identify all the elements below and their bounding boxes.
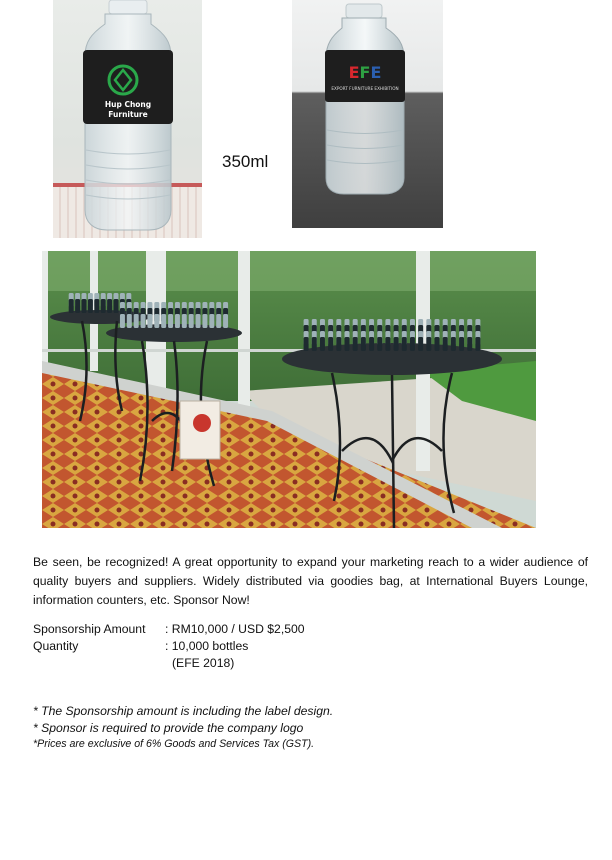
water-bottle [361,337,366,351]
water-bottle [94,299,99,313]
water-bottle [353,337,358,351]
sponsorship-amount-value: : RM10,000 / USD $2,500 [165,622,305,636]
water-bottle [426,337,431,351]
water-bottle [127,314,132,328]
bottle-photo-efe [292,0,443,228]
intro-paragraph: Be seen, be recognized! A great opportunity to expand your marketing reach to a wider audience of quality buyers and suppliers. Widely distributed via goodies bag, at International Buyers Lounge, information counters, etc. Sponsor Now! [33,555,588,607]
water-bottle [141,314,146,328]
water-bottle [161,314,166,328]
water-bottle [134,314,139,328]
water-bottle [82,299,87,313]
water-bottle [216,314,221,328]
efe-label-caption: EXPORT FURNITURE EXHIBITION [331,86,399,91]
water-bottle [107,299,112,313]
water-bottle [114,299,119,313]
water-bottle [304,337,309,351]
bottle-size-label: 350ml [222,152,269,171]
water-bottle [154,314,159,328]
lounge-scene-graphic [42,251,536,528]
water-bottle [394,337,399,351]
water-bottle [88,299,93,313]
water-bottle [189,314,194,328]
water-bottle [435,337,440,351]
quantity-note: (EFE 2018) [172,656,235,670]
water-bottle [345,337,350,351]
quantity-value: : 10,000 bottles [165,639,249,653]
water-bottle [223,314,228,328]
water-bottle [202,314,207,328]
water-bottle [369,337,374,351]
bottle-photo-hup-chong [53,0,202,238]
water-bottle [385,337,390,351]
water-bottle [320,337,325,351]
water-bottle [175,314,180,328]
water-bottle [410,337,415,351]
water-bottle [336,337,341,351]
water-bottle [328,337,333,351]
label-line-1: Hup Chong [104,100,152,109]
water-bottle [209,314,214,328]
water-bottle [377,337,382,351]
water-bottle [168,314,173,328]
water-bottle [101,299,106,313]
water-bottle [147,314,152,328]
quantity-label: Quantity [33,639,79,653]
water-bottle [182,314,187,328]
water-bottle [451,337,456,351]
sponsorship-amount-label: Sponsorship Amount [33,622,146,636]
lounge-tables-photo [42,251,536,528]
bottle-efe-graphic [292,0,443,228]
water-bottle [120,314,125,328]
note-label-design: * The Sponsorship amount is including the label design. [33,704,334,718]
water-bottle [312,337,317,351]
water-bottle [69,299,74,313]
water-bottle [75,299,80,313]
water-bottle [402,337,407,351]
water-bottle [196,314,201,328]
efe-logo-letters: EFE [348,63,382,82]
water-bottle [443,337,448,351]
note-company-logo: * Sponsor is required to provide the company logo [33,721,304,735]
water-bottle [459,337,464,351]
water-bottle [467,337,472,351]
note-gst: *Prices are exclusive of 6% Goods and Services Tax (GST). [33,738,315,750]
water-bottle [475,337,480,351]
bottle-hup-chong-graphic [53,0,202,238]
label-line-2: Furniture [108,110,148,119]
water-bottle [418,337,423,351]
